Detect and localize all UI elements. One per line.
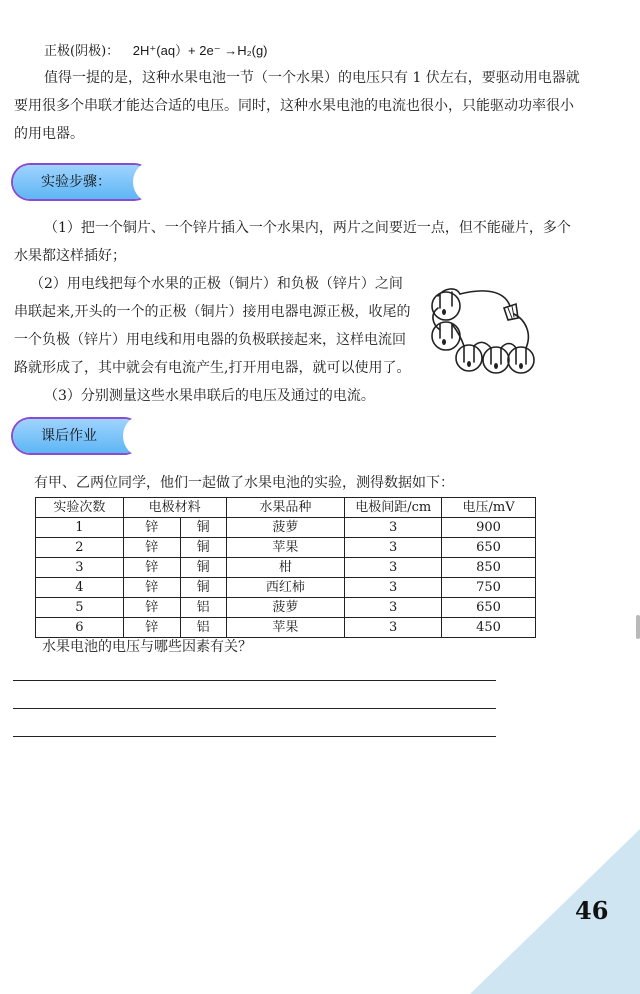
cell-electrode-a: 锌	[123, 578, 180, 598]
cell-distance: 3	[345, 598, 442, 618]
cell-electrode-b: 铜	[180, 518, 226, 538]
table-row	[36, 598, 536, 618]
fruit-circuit-illustration	[424, 284, 539, 382]
cell-electrode-b: 铝	[180, 598, 226, 618]
cell-trial: 5	[36, 598, 124, 618]
step1-line-2: 水果都这样插好；	[14, 248, 126, 264]
cell-electrode-b: 铜	[180, 538, 226, 558]
cell-distance: 3	[345, 558, 442, 578]
fruit-3	[456, 345, 482, 371]
cell-trial: 2	[36, 538, 124, 558]
cell-distance: 3	[345, 538, 442, 558]
cell-voltage: 650	[442, 538, 536, 558]
cell-electrode-b: 铜	[180, 578, 226, 598]
cell-distance: 3	[345, 578, 442, 598]
table-row	[36, 578, 536, 598]
table-row	[36, 518, 536, 538]
cell-trial: 3	[36, 558, 124, 578]
cell-fruit: 菠萝	[226, 518, 345, 538]
fruit-2	[432, 322, 460, 350]
device-icon	[504, 304, 518, 320]
step2-line-1: （2）用电线把每个水果的正极（铜片）和负极（锌片）之间	[30, 276, 403, 292]
cell-fruit: 西红柿	[226, 578, 345, 598]
cell-fruit: 苹果	[226, 538, 345, 558]
cell-distance: 3	[345, 618, 442, 638]
cell-voltage: 750	[442, 578, 536, 598]
scrollbar-thumb[interactable]	[636, 615, 640, 639]
cell-electrode-a: 锌	[123, 618, 180, 638]
page-number: 46	[575, 896, 609, 925]
cell-voltage: 650	[442, 598, 536, 618]
fruit-5	[508, 347, 534, 373]
cell-voltage: 900	[442, 518, 536, 538]
cell-voltage: 850	[442, 558, 536, 578]
cell-distance: 3	[345, 518, 442, 538]
equation-line	[44, 38, 610, 65]
page-corner-decoration	[470, 829, 640, 994]
cell-trial: 4	[36, 578, 124, 598]
cell-fruit: 菠萝	[226, 598, 345, 618]
header-fruit: 水果品种	[226, 498, 345, 518]
steps-banner-title: 实验步骤：	[41, 174, 111, 190]
steps-banner	[13, 165, 151, 199]
step3-line: （3）分别测量这些水果串联后的电压及通过的电流。	[44, 388, 375, 404]
answer-line-2[interactable]	[13, 708, 496, 709]
cell-fruit: 柑	[226, 558, 345, 578]
step1-line-1: （1）把一个铜片、一个锌片插入一个水果内，两片之间要近一点，但不能碰片，多个	[44, 220, 571, 236]
intro-line-3: 的用电器。	[14, 126, 84, 142]
cell-voltage: 450	[442, 618, 536, 638]
fruit-1	[432, 292, 460, 320]
homework-banner	[13, 419, 141, 453]
cell-electrode-a: 锌	[123, 518, 180, 538]
header-trial: 实验次数	[36, 498, 124, 518]
header-electrode: 电极材料	[123, 498, 226, 518]
homework-question: 水果电池的电压与哪些因素有关？	[42, 639, 252, 655]
step2-line-2: 串联起来,开头的一个的正极（铜片）接用电器电源正极，收尾的	[14, 304, 411, 320]
cell-electrode-b: 铜	[180, 558, 226, 578]
fruit-4	[483, 347, 509, 373]
homework-intro: 有甲、乙两位同学，他们一起做了水果电池的实验，测得数据如下：	[34, 475, 454, 491]
cell-trial: 6	[36, 618, 124, 638]
step2-line-3: 一个负极（锌片）用电线和用电器的负极联接起来，这样电流回	[14, 332, 406, 348]
experiment-data-table	[35, 497, 536, 638]
intro-line-1: 值得一提的是，这种水果电池一节（一个水果）的电压只有 1 伏左右，要驱动用电器就	[44, 70, 580, 86]
step2-line-4: 路就形成了，其中就会有电流产生,打开用电器，就可以使用了。	[14, 360, 411, 376]
header-distance: 电极间距/cm	[345, 498, 442, 518]
table-row	[36, 538, 536, 558]
homework-banner-title: 课后作业	[41, 428, 97, 444]
answer-line-3[interactable]	[13, 736, 496, 737]
table-row	[36, 558, 536, 578]
equation-formula: 2H⁺(aq）+ 2e⁻ →H₂(g)	[132, 43, 268, 58]
table-header-row	[36, 498, 536, 518]
cell-trial: 1	[36, 518, 124, 538]
cell-electrode-a: 锌	[123, 598, 180, 618]
cell-electrode-b: 铝	[180, 618, 226, 638]
cell-electrode-a: 锌	[123, 558, 180, 578]
cell-fruit: 苹果	[226, 618, 345, 638]
intro-line-2: 要用很多个串联才能达合适的电压。同时，这种水果电池的电流也很小，只能驱动功率很小	[14, 98, 574, 114]
equation-label: 正极(阴极)：	[44, 44, 120, 59]
cell-electrode-a: 锌	[123, 538, 180, 558]
answer-line-1[interactable]	[13, 680, 496, 681]
header-voltage: 电压/mV	[442, 498, 536, 518]
